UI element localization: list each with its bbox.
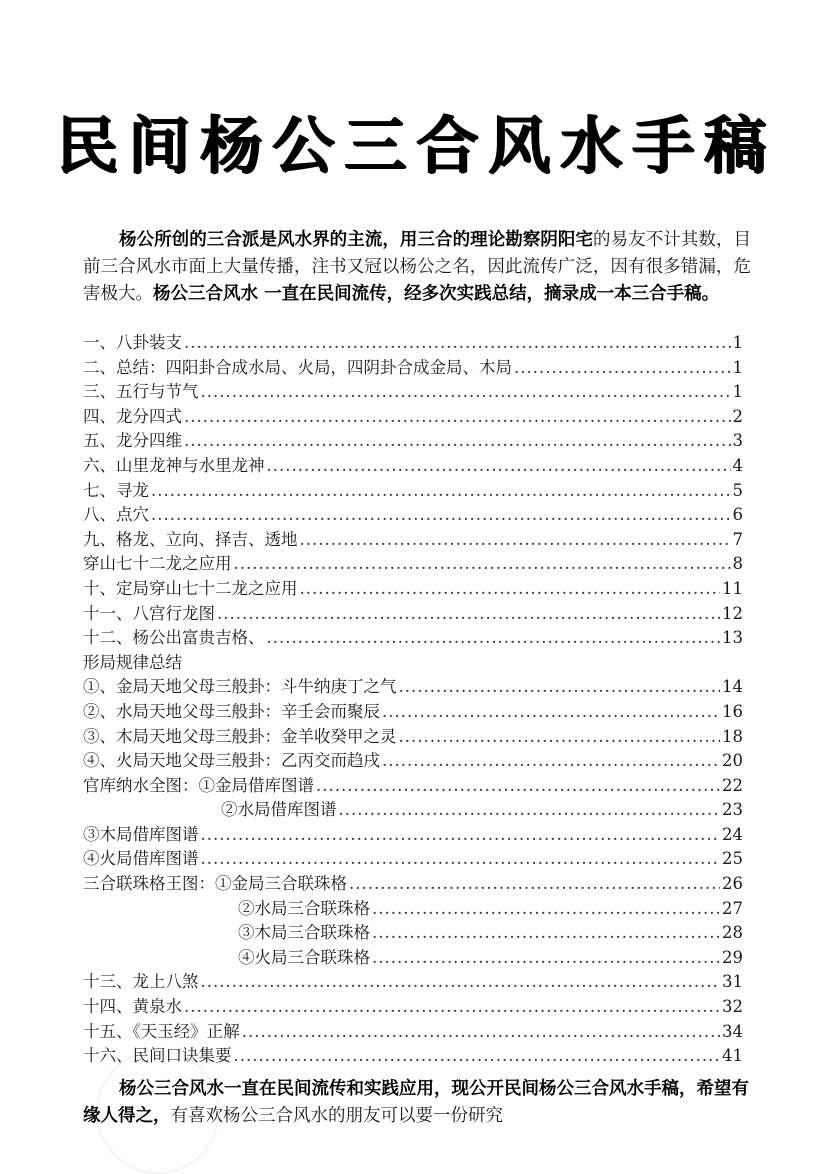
toc-page-number: 26 [722,874,743,894]
toc-leader-dots [399,727,721,746]
toc-page-number: 13 [722,628,743,648]
toc-page-number: 20 [722,751,743,771]
toc-entry[interactable] [83,747,743,772]
toc-leader-dots [300,530,731,549]
toc-page-number: 25 [722,849,743,869]
toc-leader-dots [201,972,721,991]
toc-entry[interactable] [83,477,743,502]
toc-entry[interactable] [83,378,743,403]
intro-bold-text-2: 杨公三合风水 一直在民间流传，经多次实践总结，摘录成一本三合手稿。 [153,284,720,304]
toc-leader-dots [151,505,731,524]
page-title: 民间杨公三合风水手稿 [56,109,777,182]
toc-page-number: 16 [722,701,743,721]
toc-entry-label: 八、点穴 [83,505,149,525]
toc-leader-dots [399,677,721,696]
toc-entry-label: ②、水局天地父母三般卦：辛壬会而聚辰 [83,701,380,721]
toc-entry[interactable] [83,723,743,748]
toc-page-number: 5 [732,480,743,500]
toc-page-number: 1 [732,333,743,352]
toc-page-number: 31 [722,972,743,992]
toc-page-number: 22 [722,775,743,795]
toc-leader-dots [184,431,731,450]
toc-leader-dots [201,382,731,401]
toc-leader-dots [382,702,720,721]
toc-entry[interactable] [83,526,743,551]
toc-entry-label: 二、总结：四阳卦合成水局、火局，四阴卦合成金局、木局 [83,357,512,377]
toc-page-number: 1 [732,382,743,402]
toc-page-number: 4 [732,455,743,475]
toc-entry[interactable] [83,329,743,354]
closing-normal-text: 有喜欢杨公三合风水的朋友可以要一份研究 [170,1106,503,1126]
toc-entry-label: ③、木局天地父母三般卦：金羊收癸甲之灵 [83,726,397,746]
toc-page-number: 2 [732,406,743,426]
toc-leader-dots [372,899,720,918]
toc-page-number: 32 [722,997,743,1017]
toc-leader-dots [372,923,720,942]
toc-page-number: 41 [722,1046,743,1066]
toc-entry-label: ③木局三合联珠格 [238,923,370,943]
toc-leader-dots [514,358,731,377]
toc-entry-label: 十五、《天玉经》正解 [83,1021,240,1041]
toc-entry-label: 三合联珠格王图：①金局三合联珠格 [83,874,347,894]
toc-entry[interactable] [83,403,743,428]
toc-entry-label: ①、金局天地父母三般卦：斗牛纳庚丁之气 [83,677,397,697]
toc-page-number: 6 [732,505,743,525]
toc-entry-label: 六、山里龙神与水里龙神 [83,455,265,475]
toc-leader-dots [242,1022,720,1041]
toc-leader-dots [267,456,731,475]
toc-leader-dots [184,997,720,1016]
toc-page-number: 3 [732,431,743,451]
toc-entry[interactable] [83,698,743,723]
toc-entry[interactable] [83,649,743,674]
toc-entry[interactable] [83,772,743,797]
toc-entry-label: 十三、龙上八煞 [83,972,199,992]
table-of-contents [83,329,743,1067]
closing-bold-text: 杨公三合风水一直在民间流传和实践应用，现公开民间杨公三合风水手稿，希望有缘人得之， [83,1079,749,1126]
closing-paragraph [83,1076,751,1130]
toc-page-number: 18 [722,726,743,746]
toc-entry-label: 形局规律总结 [83,652,182,672]
toc-entry[interactable] [83,796,743,821]
toc-entry-label: 十四、黄泉水 [83,997,182,1017]
toc-page-number: 27 [722,898,743,918]
toc-page-number: 24 [722,824,743,844]
toc-entry[interactable] [83,870,743,895]
toc-entry[interactable] [83,427,743,452]
toc-entry-label: 十六、民间口诀集要 [83,1046,232,1066]
toc-leader-dots [184,333,731,352]
toc-entry-label: ②水局借库图谱 [221,800,337,820]
toc-entry-label: 十二、杨公出富贵吉格、 [83,628,265,648]
toc-leader-dots [316,776,720,795]
toc-leader-dots [201,825,721,844]
toc-leader-dots [201,849,721,868]
toc-entry-label: 官库纳水全图：①金局借库图谱 [83,775,314,795]
toc-page-number: 1 [732,357,743,377]
toc-entry[interactable] [83,575,743,600]
toc-leader-dots [234,1046,721,1065]
toc-leader-dots [339,800,721,819]
toc-entry-label: ④火局借库图谱 [83,849,199,869]
toc-entry[interactable] [83,821,743,846]
toc-entry[interactable] [83,354,743,379]
toc-page-number: 29 [722,947,743,967]
intro-paragraph [83,227,751,308]
toc-leader-dots [382,751,720,770]
toc-entry-label: ②水局三合联珠格 [238,898,370,918]
toc-leader-dots [349,874,720,893]
toc-entry[interactable] [83,501,743,526]
toc-entry-label: 十一、八宫行龙图 [83,603,215,623]
toc-entry[interactable] [83,845,743,870]
toc-entry-label: 四、龙分四式 [83,406,182,426]
toc-page-number: 7 [732,529,743,549]
toc-leader-dots [267,628,721,647]
toc-entry-label: 三、五行与节气 [83,382,199,402]
toc-entry-label: ④火局三合联珠格 [238,947,370,967]
toc-leader-dots [300,579,721,598]
toc-entry[interactable] [83,919,743,944]
toc-page-number: 34 [722,1021,743,1041]
toc-page-number: 28 [722,923,743,943]
toc-leader-dots [151,481,731,500]
toc-entry[interactable] [83,600,743,625]
toc-leader-dots [217,604,720,623]
toc-leader-dots [372,948,720,967]
toc-entry[interactable] [83,1042,743,1067]
toc-page-number: 14 [722,677,743,697]
toc-entry-label: 五、龙分四维 [83,431,182,451]
toc-entry-label: 十、定局穿山七十二龙之应用 [83,578,298,598]
toc-entry-label: ③木局借库图谱 [83,824,199,844]
toc-entry-label: 七、寻龙 [83,480,149,500]
toc-entry[interactable] [83,944,743,969]
toc-leader-dots [234,554,731,573]
toc-entry[interactable] [83,452,743,477]
toc-entry-label: 穿山七十二龙之应用 [83,554,232,574]
toc-leader-dots [184,407,731,426]
toc-entry[interactable] [83,993,743,1018]
toc-entry-label: 九、格龙、立向、择吉、透地 [83,529,298,549]
toc-entry-label: 一、八卦装支 [83,333,182,352]
intro-bold-text: 杨公所创的三合派是风水界的主流，用三合的理论勘察阴阳宅 [119,230,594,250]
toc-page-number: 23 [722,800,743,820]
toc-entry[interactable] [83,550,743,575]
toc-entry[interactable] [83,968,743,993]
intro-normal-text: 的易友不计其数，目前三合风水市面上大量传播，注书又冠以杨公之名，因此流传广泛，因有很多错漏，危害极大。 [83,230,752,304]
toc-page-number: 11 [722,578,743,598]
toc-entry[interactable] [83,624,743,649]
toc-entry[interactable] [83,673,743,698]
toc-entry[interactable] [83,1018,743,1043]
toc-page-number: 12 [722,603,743,623]
toc-entry-label: ④、火局天地父母三般卦：乙丙交而趋戌 [83,751,380,771]
toc-entry[interactable] [83,895,743,920]
toc-page-number: 8 [732,554,743,574]
